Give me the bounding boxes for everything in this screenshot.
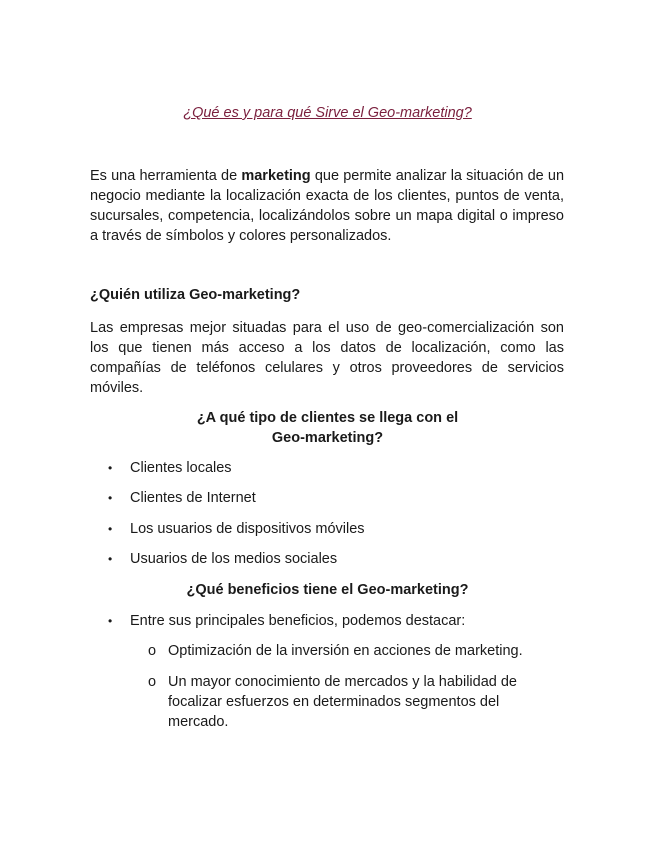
document-title: ¿Qué es y para qué Sirve el Geo-marketing?: [183, 105, 472, 121]
sub-bullet-icon: o: [148, 643, 157, 659]
bullet-icon: •: [108, 491, 113, 505]
quien-heading: ¿Quién utiliza Geo-marketing?: [90, 287, 301, 303]
intro-text-after: que permite analizar la situación de un negocio mediante la localización exacta de los clientes, puntos de venta, sucursales, competencia, localizándolos sobre un mapa digital o impreso a través de símbolos y colores personalizados.: [90, 168, 565, 244]
tipo-heading-line2: Geo-marketing?: [271, 430, 384, 446]
list-item-text: Entre sus principales beneficios, podemos destacar:: [130, 613, 466, 629]
list-item-text: Clientes de Internet: [130, 490, 256, 506]
bullet-icon: •: [108, 522, 113, 536]
bullet-icon: •: [108, 461, 113, 475]
quien-paragraph: Las empresas mejor situadas para el uso de geo-comercialización son los que tienen más acceso a los datos de localización, como las compañías de teléfonos celulares y otros proveedores de servicios móviles.: [90, 320, 564, 396]
sub-list-item-text: Un mayor conocimiento de mercados y la habilidad de focalizar esfuerzos en determinados segmentos del mercado.: [168, 674, 517, 730]
beneficios-heading: ¿Qué beneficios tiene el Geo-marketing?: [186, 582, 469, 598]
tipo-heading-line1: ¿A qué tipo de clientes se llega con el: [196, 410, 459, 426]
tipo-heading: [0, 408, 655, 448]
list-item-text: Clientes locales: [130, 460, 232, 476]
intro-paragraph: [90, 166, 564, 246]
bullet-icon: •: [108, 552, 113, 566]
bullet-icon: •: [108, 614, 113, 628]
sub-list-item-text: Optimización de la inversión en acciones de marketing.: [168, 643, 523, 659]
list-item-text: Usuarios de los medios sociales: [130, 551, 338, 567]
list-item-text: Los usuarios de dispositivos móviles: [130, 521, 365, 537]
sub-bullet-icon: o: [148, 674, 157, 690]
intro-bold-term: marketing: [241, 168, 311, 184]
intro-text-before: Es una herramienta de: [90, 168, 242, 184]
